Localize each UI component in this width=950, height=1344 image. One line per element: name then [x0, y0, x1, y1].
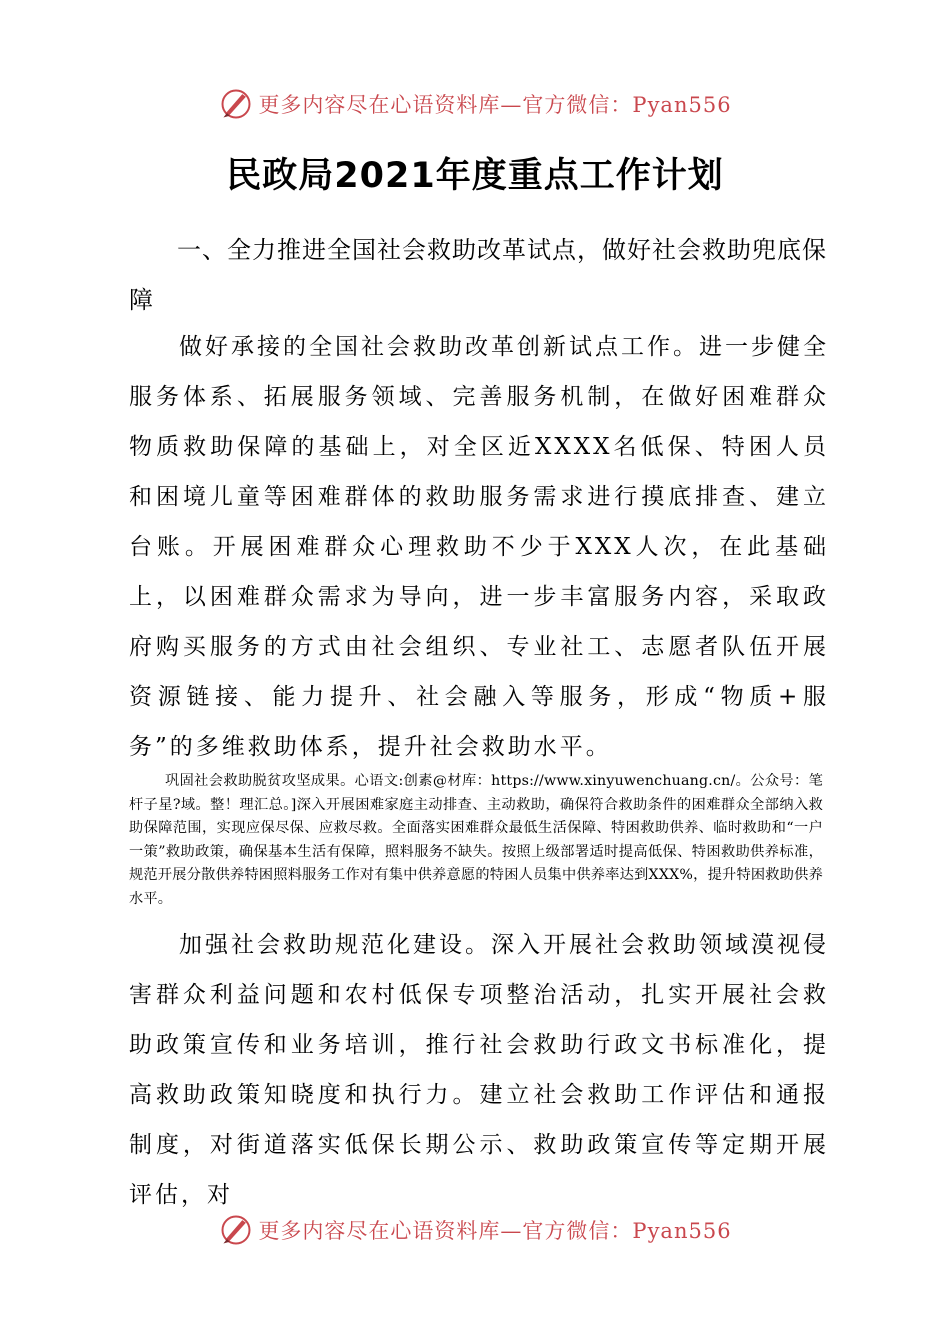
paragraph-2-small: 巩固社会救助脱贫攻坚成果。心语文:创素@材库：https://www.xinyuwenchuang.cn/。公众号：笔杆子星?域。整！理汇总。]深入开展困难家庭主动排查、主动救助，确保符合救助条件的困难群众全部纳入救助保障范围，实现应保尽保、应救尽救。全面落实困难群众最低生活保障、特困救助供养、临时救助和“一户一策”救助政策，确保基本生活有保障，照料服务不缺失。按照上级部署适时提高低保、特困救助供养标准，规范开展分散供养特困照料服务工作对有集中供养意愿的特困人员集中供养率达到XXX%，提升特困救助供养水平。 — [129, 773, 823, 907]
section-heading: 一、全力推进全国社会救助改革试点，做好社会救助兜底保障 — [129, 236, 827, 314]
watermark-text: 更多内容尽在心语资料库—官方微信：Pyan556 — [258, 93, 732, 117]
paragraph-1: 做好承接的全国社会救助改革创新试点工作。进一步健全服务体系、拓展服务领域、完善服务机制，在做好困难群众物质救助保障的基础上，对全区近XXXX名低保、特困人员和困境儿童等困难群体的救助服务需求进行摸底排查、建立台账。开展困难群众心理救助不少于XXX人次，在此基础上，以困难群众需求为导向，进一步丰富服务内容，采取政府购买服务的方式由社会组织、专业社工、志愿者队伍开展资源链接、能力提升、社会融入等服务，形成“物质+服务”的多维救助体系，提升社会救助水平。 — [129, 334, 829, 760]
document-title: 民政局2021年度重点工作计划 — [226, 156, 724, 196]
watermark-banner-bottom — [0, 1210, 950, 1250]
paragraph-3: 加强社会救助规范化建设。深入开展社会救助领域漠视侵害群众利益问题和农村低保专项整治活动，扎实开展社会救助政策宣传和业务培训，推行社会救助行政文书标准化，提高救助政策知晓度和执行力。建立社会救助工作评估和通报制度，对街道落实低保长期公示、救助政策宣传等定期开展评估，对 — [129, 932, 829, 1208]
pen-logo-icon — [218, 86, 254, 122]
watermark-banner-top — [0, 84, 950, 124]
watermark-text: 更多内容尽在心语资料库—官方微信：Pyan556 — [258, 1219, 732, 1243]
pen-logo-icon — [218, 1212, 254, 1248]
